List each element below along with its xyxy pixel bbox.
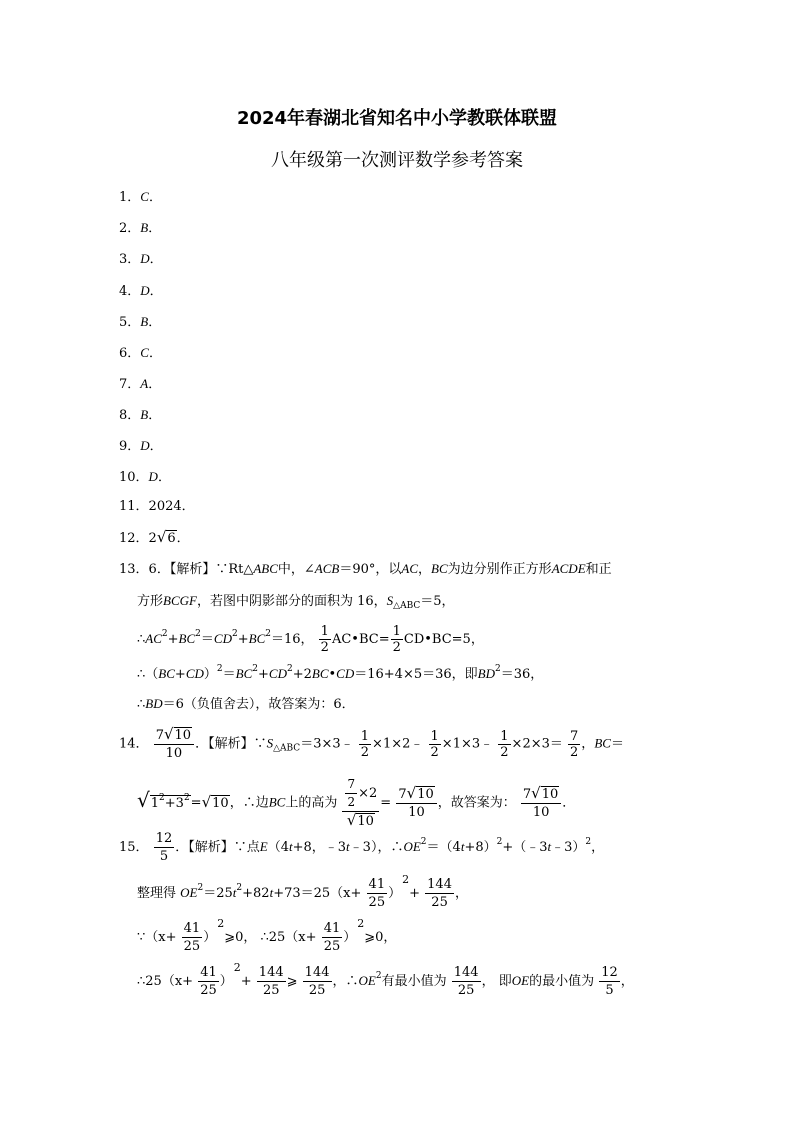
answer-7: 7．A． [119,376,162,392]
answer-4: 4．D． [119,283,163,299]
answer-11: 11．2024． [119,499,195,514]
answer-6: 6．C． [119,345,162,361]
answer-3: 3．D． [119,251,163,267]
title-line1: 2024年春湖北省知名中小学教联体联盟 [236,108,558,129]
answer-8: 8．B． [119,407,162,423]
answer-14-line2: $√1^2+3^2=√10$，∴边BC上的高为 $\frac{7}{2}$ ×2 √10 = $\frac{7√10}{10}$ ，故答案为： $\frac{7√10}{10}$ ． [137,777,576,829]
answer-13-line4: $\therefore(BC+CD)^2=BC^2+CD^2+2BC•CD=16+4\times 5=36$，即$BD^2=36$， [137,664,544,682]
answer-13-line3: $\therefore AC^2+BC^2=CD^2+BC^2=16$， $\frac{1}{2}$ AC•BC= $\frac{1}{2}$ CD•BC=5， [137,624,484,655]
answer-2: 2．B． [119,220,162,236]
answer-15-line4: ∴25（x+ $\frac{41}{25}$ ）$^2$+ $\frac{144}{25}$ ⩾ $\frac{144}{25}$ ，$\therefore OE^2$有最小值为 $\frac{144}{25}$ ， 即OE的最小值为 $\frac{12}{5}$ ， [137,961,634,998]
answer-13-line5: ∴BD＝6（负值舍去），故答案为：6． [137,696,355,712]
answer-13-line2: 方形BCGF，若图中阴影部分的面积为 16，$S_{\triangle ABC}=5$， [137,593,455,611]
title-line2: 八年级第一次测评数学参考答案 [271,150,523,171]
answer-14-line1: 14． $\frac{7√10}{10}$ ．【解析】$\because S_{\triangle ABC}=3\times 3﹣$ $\frac{1}{2}$ ×1×2﹣ $\frac{1}{2}$ ×1×3﹣ $\frac{1}{2}$ ×2×3＝ $\frac{7}{2}$ ，BC＝ [119,725,624,761]
answer-5: 5．B． [119,314,162,330]
answer-12: 12．2√6． [119,528,190,546]
answer-13-line1: 13．6．【解析】∵Rt△ABC中，∠ACB＝90°，以AC，BC为边分别作正方形ACDE和正 [119,561,612,577]
answer-15-line1: 15． $\frac{12}{5}$ ．【解析】∵点E（4t+8，﹣3t﹣3），$\therefore OE^2=(4t+8)^2+(﹣3t﹣3)^2$， [119,831,605,864]
answer-15-line3: ∵（x+ $\frac{41}{25}$ ）$^2$⩾0， ∴25（x+ $\frac{41}{25}$ ）$^2$⩾0， [137,917,397,954]
answer-10: 10．D． [119,469,171,485]
answer-15-line2: 整理得 $OE^2=25t^2+82t+73=25(x+$ $\frac{41}{25}$ ）$^2$+ $\frac{144}{25}$ ， [137,873,468,910]
answer-1: 1．C． [119,189,162,205]
answer-9: 9．D． [119,438,163,454]
